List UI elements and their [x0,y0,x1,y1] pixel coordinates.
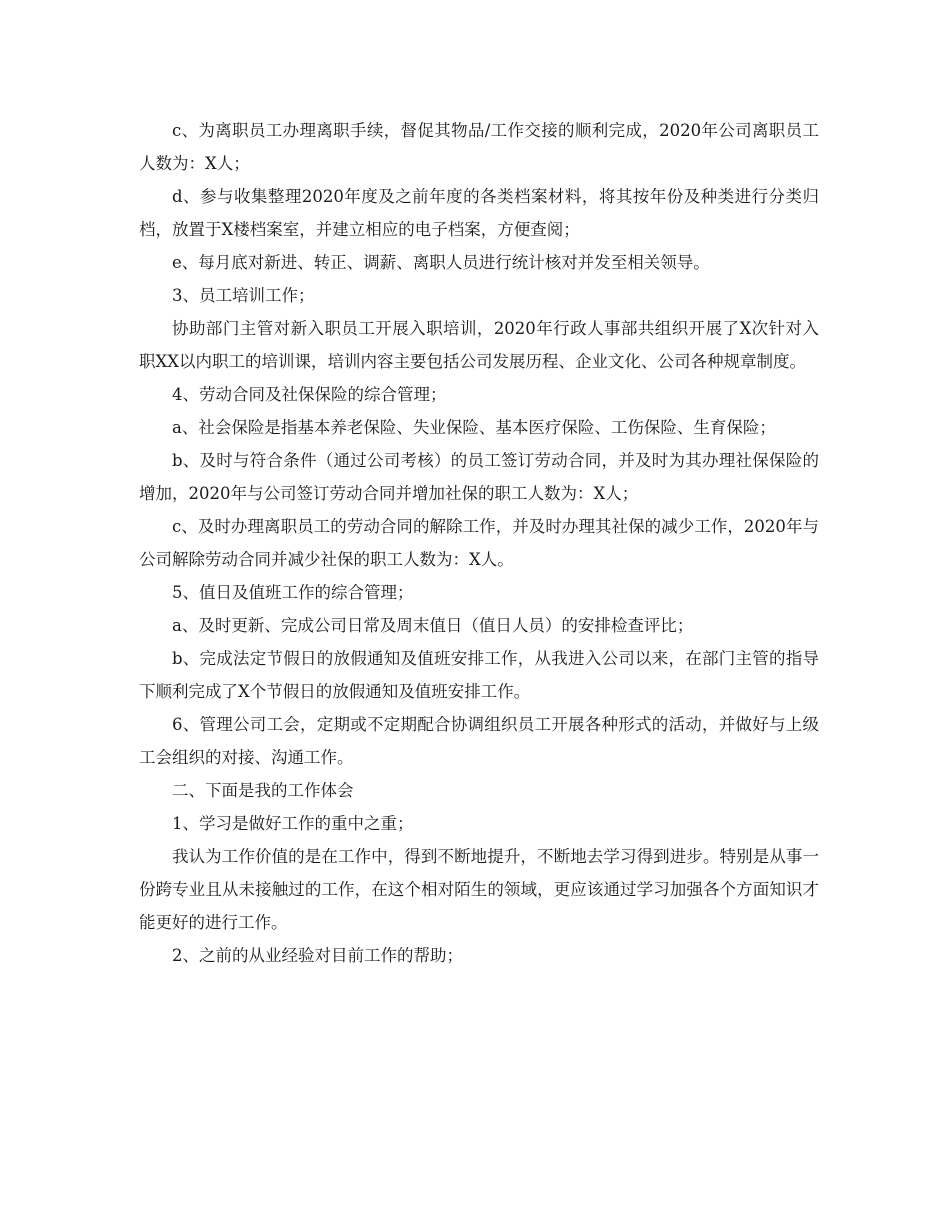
paragraph-monthly-statistics: e、每月底对新进、转正、调薪、离职人员进行统计核对并发至相关领导。 [172,253,710,272]
paragraph-holiday-notices: b、完成法定节假日的放假通知及值班安排工作，从我进入公司以来，在部门主管的指导下顺利完成了X个节假日的放假通知及值班安排工作。 [139,649,819,701]
heading-employee-training: 3、员工培训工作； [172,286,315,305]
paragraph-archive-management: d、参与收集整理2020年度及之前年度的各类档案材料，将其按年份及种类进行分类归档，放置于X楼档案室，并建立相应的电子档案，方便查阅； [139,187,819,239]
heading-duty-management: 5、值日及值班工作的综合管理； [172,583,414,602]
document-page [139,114,819,972]
paragraph-social-insurance-definition: a、社会保险是指基本养老保险、失业保险、基本医疗保险、工伤保险、生育保险； [172,418,776,437]
paragraph-contract-termination: c、及时办理离职员工的劳动合同的解除工作，并及时办理其社保的减少工作，2020年与公司解除劳动合同并减少社保的职工人数为：X人。 [139,517,819,569]
heading-labor-contract-insurance: 4、劳动合同及社保保险的综合管理； [172,385,447,404]
heading-work-experience: 二、下面是我的工作体会 [172,781,354,800]
paragraph-duty-schedule: a、及时更新、完成公司日常及周末值日（值日人员）的安排检查评比； [172,616,694,635]
paragraph-trade-union: 6、管理公司工会，定期或不定期配合协调组织员工开展各种形式的活动，并做好与上级工会组织的对接、沟通工作。 [139,715,819,767]
heading-prior-experience: 2、之前的从业经验对目前工作的帮助； [172,946,463,965]
paragraph-learning-value: 我认为工作价值的是在工作中，得到不断地提升，不断地去学习得到进步。特别是从事一份跨专业且从未接触过的工作，在这个相对陌生的领域，更应该通过学习加强各个方面知识才能更好的进行工作。 [139,847,819,932]
heading-learning-priority: 1、学习是做好工作的重中之重； [172,814,414,833]
paragraph-contract-signing: b、及时与符合条件（通过公司考核）的员工签订劳动合同，并及时为其办理社保保险的增加，2020年与公司签订劳动合同并增加社保的职工人数为：X人； [139,451,819,503]
paragraph-resignation-procedures: c、为离职员工办理离职手续，督促其物品/工作交接的顺利完成，2020年公司离职员工人数为：X人； [139,121,819,173]
paragraph-training-details: 协助部门主管对新入职员工开展入职培训，2020年行政人事部共组织开展了X次针对入职XX以内职工的培训课，培训内容主要包括公司发展历程、企业文化、公司各种规章制度。 [139,319,819,371]
